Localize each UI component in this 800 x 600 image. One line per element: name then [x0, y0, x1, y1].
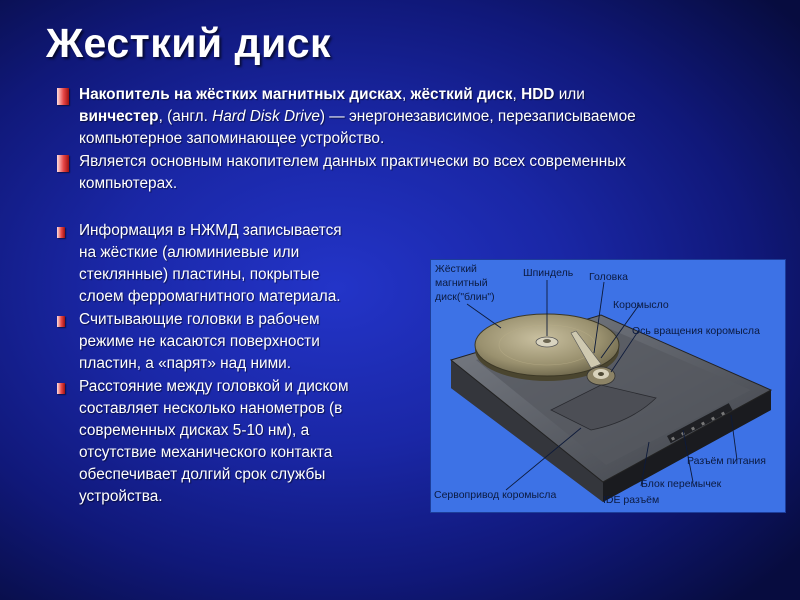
- bullet-text: Считывающие головки в рабочем режиме не касаются поверхности пластин, а «парят» над ними.: [79, 311, 320, 372]
- bullet-marker: [57, 316, 65, 327]
- label-head: Головка: [589, 271, 628, 283]
- bullet-marker: [57, 155, 69, 172]
- hdd-diagram: [430, 259, 786, 513]
- term-hdd-full: Накопитель на жёстких магнитных дисках: [79, 86, 402, 103]
- label-jumper: Блок перемычек: [641, 478, 722, 490]
- hdd-illustration: [431, 260, 785, 512]
- label-servo: Сервопривод коромысла: [434, 489, 557, 501]
- label-disk-1: Жёсткий: [435, 263, 477, 275]
- bullet-marker: [57, 227, 65, 238]
- bullet-text: Расстояние между головкой и диском составляет несколько нанометров (в современных дисках 5-10 нм), а отсутствие механического контакта обеспечивает долгий срок службы устройства.: [79, 378, 349, 505]
- bullet-marker: [57, 88, 69, 105]
- term-english: Hard Disk Drive: [212, 108, 320, 125]
- definition-paragraph: Накопитель на жёстких магнитных дисках, жёсткий диск, HDD или винчестер, (англ. Hard Disk Drive) — энергонезависимое, перезаписываемое компьютерное запоминающее устройство.: [79, 86, 636, 147]
- bullet-text: Информация в НЖМД записывается на жёсткие (алюминиевые или стеклянные) пластины, покрытые слоем ферромагнитного материала.: [79, 222, 342, 305]
- label-disk-2: магнитный: [435, 277, 488, 289]
- slide-title: Жесткий диск: [46, 20, 332, 66]
- usage-paragraph: Является основным накопителем данных практически во всех современных компьютерах.: [79, 153, 626, 192]
- label-power: Разъём питания: [687, 455, 766, 467]
- label-rocker-axis: Ось вращения коромысла: [632, 325, 760, 337]
- label-disk-3: диск("блин"): [435, 291, 495, 303]
- term-hdd: HDD: [521, 86, 555, 103]
- label-spindle: Шпиндель: [523, 267, 574, 279]
- label-ide: IDE разъём: [603, 494, 660, 506]
- term-winchester: винчестер: [79, 108, 159, 125]
- term-hard-disk: жёсткий диск: [410, 86, 513, 103]
- bullet-marker: [57, 383, 65, 394]
- label-rocker: Коромысло: [613, 299, 669, 311]
